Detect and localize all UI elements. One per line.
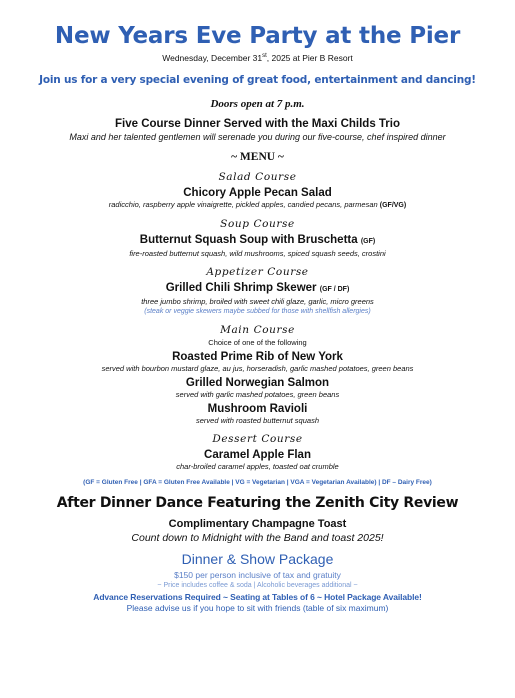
date-superscript: st — [262, 53, 267, 59]
salad-diet-tag: (GF/VG) — [379, 201, 407, 209]
flyer-page — [0, 22, 515, 698]
allergy-note: (steak or veggie skewers maybe subbed for those with shellfish allergies) — [144, 307, 371, 315]
reservation-note: Advance Reservations Required ~ Seating at Tables of 6 ~ Hotel Package Available! — [93, 591, 422, 602]
course-heading-appetizer: Appetizer Course — [206, 265, 309, 278]
seating-advice: Please advise us if you hope to sit with friends (table of six maximum) — [126, 602, 389, 613]
package-includes: ~ Price includes coffee & soda | Alcoholic beverages additional ~ — [157, 581, 358, 589]
soup-dish-name: Butternut Squash Soup with Bruschetta — [139, 233, 358, 246]
dish-main-ravioli: Mushroom Ravioli — [207, 402, 308, 415]
date-location: , 2025 at Pier B Resort — [266, 52, 353, 63]
event-date — [0, 51, 515, 64]
dish-appetizer — [0, 281, 515, 297]
course-heading-main: Main Course — [220, 323, 295, 336]
appetizer-diet-tag: (GF / DF) — [319, 285, 350, 293]
dish-dessert: Caramel Apple Flan — [204, 448, 311, 461]
dish-soup-desc: fire-roasted butternut squash, wild mushrooms, spiced squash seeds, crostini — [129, 248, 386, 258]
package-price: $150 per person inclusive of tax and gratuity — [174, 569, 341, 580]
main-choice-intro: Choice of one of the following — [208, 337, 307, 347]
dish-dessert-desc: char-broiled caramel apples, toasted oat crumble — [176, 461, 339, 471]
salad-desc-text: radicchio, raspberry apple vinaigrette, pickled apples, candied pecans, parmesan — [108, 199, 378, 209]
menu-heading: ~ MENU ~ — [231, 150, 284, 163]
champagne-toast-sub: Count down to Midnight with the Band and toast 2025! — [131, 531, 384, 544]
dish-main-prime-rib: Roasted Prime Rib of New York — [172, 350, 343, 363]
dish-soup — [0, 233, 515, 249]
course-heading-soup: Soup Course — [220, 217, 295, 230]
dish-main-salmon-desc: served with garlic mashed potatoes, green beans — [175, 389, 340, 399]
dinner-title: Five Course Dinner Served with the Maxi Childs Trio — [114, 117, 400, 130]
package-title: Dinner & Show Package — [181, 550, 334, 567]
dinner-desc: Maxi and her talented gentlemen will serenade you during our five-course, chef inspired dinner — [69, 131, 446, 142]
champagne-toast-title: Complimentary Champagne Toast — [168, 517, 347, 530]
event-title: New Years Eve Party at the Pier — [54, 23, 461, 49]
course-heading-dessert: Dessert Course — [212, 432, 303, 445]
dish-main-salmon: Grilled Norwegian Salmon — [185, 376, 330, 389]
dish-salad: Chicory Apple Pecan Salad — [183, 186, 332, 199]
invite-line: Join us for a very special evening of great food, entertainment and dancing! — [39, 73, 476, 86]
dish-main-ravioli-desc: served with roasted butternut squash — [196, 415, 319, 425]
course-heading-salad: Salad Course — [218, 170, 297, 183]
appetizer-dish-name: Grilled Chili Shrimp Skewer — [165, 281, 317, 294]
date-text: Wednesday, December 31 — [162, 52, 263, 63]
diet-legend: (GF = Gluten Free | GFA = Gluten Free Available | VG = Vegetarian | VGA = Vegetarian Available) | DF – Dairy Free) — [83, 478, 432, 486]
after-dinner-heading: After Dinner Dance Featuring the Zenith City Review — [56, 494, 459, 511]
dish-salad-desc — [0, 200, 515, 211]
soup-diet-tag: (GF) — [360, 237, 376, 245]
dish-appetizer-desc: three jumbo shrimp, broiled with sweet chili glaze, garlic, micro greens — [141, 296, 374, 306]
doors-open: Doors open at 7 p.m. — [210, 97, 305, 110]
dish-main-prime-rib-desc: served with bourbon mustard glaze, au jus, horseradish, garlic mashed potatoes, green beans — [101, 363, 414, 373]
